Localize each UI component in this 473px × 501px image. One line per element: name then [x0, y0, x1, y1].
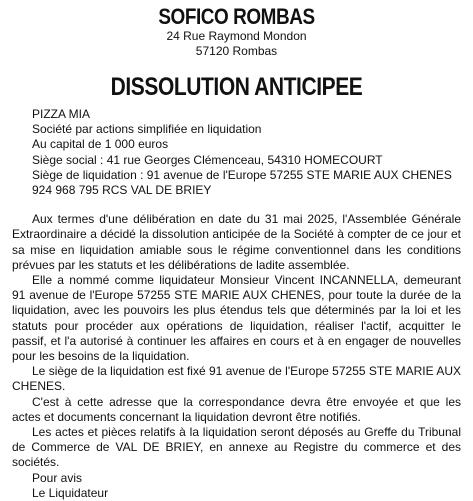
company-block: [32, 107, 461, 198]
paragraph-liquidator: Elle a nommé comme liquidateur Monsieur Vincent INCANNELLA, demeurant 91 avenue de l'Europe 57255 STE MARIE AUX CHENES, pour toute la durée de la liquidation, avec les pouvoirs les plus étendus tels que déterminés par la loi et les statuts pour procéder aux opérations de liquidation, réaliser l'actif, acquitter le passif, et l'a autorisé à continuer les affaires en cours et à en engager de nouvelles pour les besoins de la liquidation.: [12, 273, 461, 364]
company-capital: Au capital de 1 000 euros: [32, 137, 169, 152]
company-liquidation-office: Siège de liquidation : 91 avenue de l'Europe 57255 STE MARIE AUX CHENES: [32, 167, 452, 182]
closing-signatory: Le Liquidateur: [32, 485, 109, 500]
paragraph-correspondence: C'est à cette adresse que la correspondance devra être envoyée et que les actes et documents concernant la liquidation devront être notifiés.: [12, 394, 461, 424]
company-name: PIZZA MIA: [32, 107, 91, 121]
paragraph-filing: Les actes et pièces relatifs à la liquidation seront déposés au Greffe du Tribunal de Commerce de VAL DE BRIEY, en annexe au Registre du commerce et des sociétés.: [12, 425, 461, 470]
company-registered-office: Siège social : 41 rue Georges Clémenceau, 54310 HOMECOURT: [32, 152, 383, 167]
closing-pour-avis: Pour avis: [32, 470, 83, 485]
publisher-name: SOFICO ROMBAS: [158, 4, 315, 29]
company-rcs: 924 968 795 RCS VAL DE BRIEY: [32, 183, 212, 198]
publisher-address-city: 57120 Rombas: [195, 44, 278, 58]
notice-body: [12, 212, 461, 470]
paragraph-liquidation-seat: Le siège de la liquidation est fixé 91 avenue de l'Europe 57255 STE MARIE AUX CHENES.: [12, 364, 461, 394]
paragraph-deliberation: Aux termes d'une délibération en date du 31 mai 2025, l'Assemblée Générale Extraordinaire a décidé la dissolution anticipée de la Société à compter de ce jour et sa mise en liquidation amiable sous le régime conventionnel dans les conditions prévues par les statuts et les délibérations de ladite assemblée.: [12, 212, 461, 272]
company-form: Société par actions simplifiée en liquidation: [32, 122, 262, 137]
notice-title: DISSOLUTION ANTICIPEE: [110, 73, 363, 101]
publisher-address-street: 24 Rue Raymond Mondon: [166, 29, 307, 43]
